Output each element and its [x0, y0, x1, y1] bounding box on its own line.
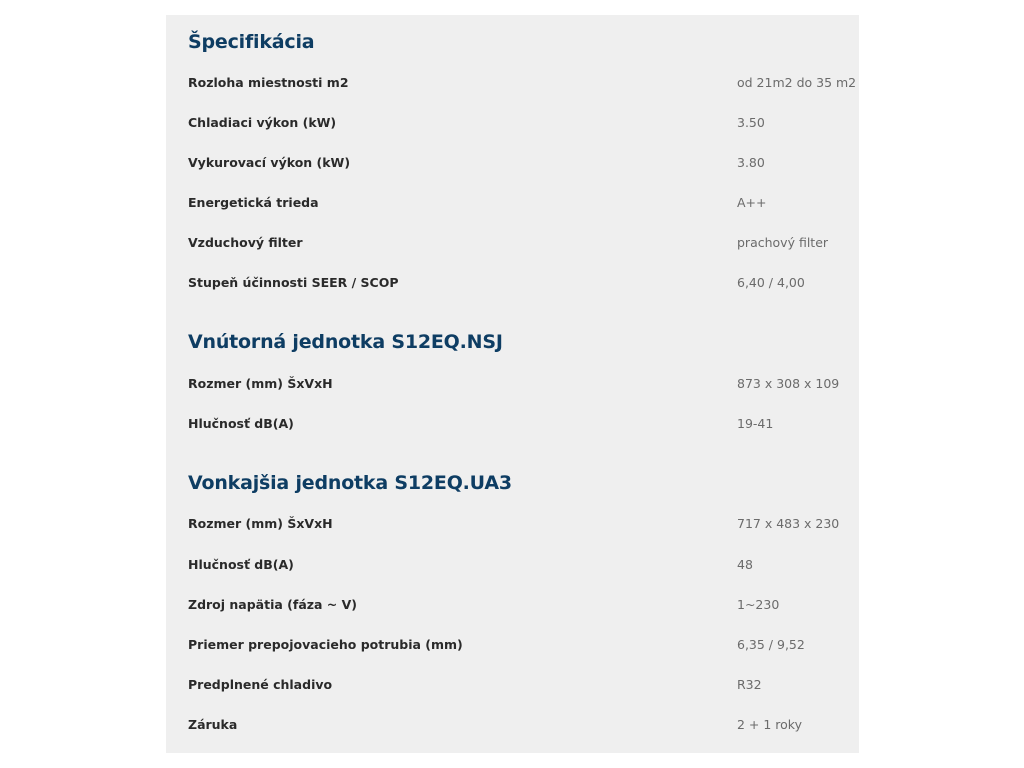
spec-row-indoor-dimensions — [188, 374, 859, 394]
spec-row-indoor-noise — [188, 414, 859, 434]
spec-value: A++ — [737, 195, 767, 210]
spec-value: 3.50 — [737, 115, 765, 130]
spec-row-outdoor-noise — [188, 555, 859, 575]
spec-value: od 21m2 do 35 m2 — [737, 75, 857, 90]
spec-value: 873 x 308 x 109 — [737, 376, 840, 391]
spec-row-air-filter — [188, 233, 859, 253]
spec-row-power-supply — [188, 595, 859, 615]
spec-label: Chladiaci výkon (kW) — [188, 115, 337, 130]
spec-row-energy-class — [188, 193, 859, 213]
spec-row-room-area — [188, 73, 859, 93]
spec-label: Vykurovací výkon (kW) — [188, 155, 351, 170]
spec-value: 6,40 / 4,00 — [737, 275, 805, 290]
spec-label: Hlučnosť dB(A) — [188, 416, 294, 431]
spec-label: Priemer prepojovacieho potrubia (mm) — [188, 637, 463, 652]
spec-label: Záruka — [188, 717, 238, 732]
spec-value: 19-41 — [737, 416, 774, 431]
spec-value: 6,35 / 9,52 — [737, 637, 805, 652]
spec-row-warranty — [188, 715, 859, 735]
spec-label: Rozmer (mm) ŠxVxH — [188, 376, 333, 391]
spec-row-heating-power — [188, 153, 859, 173]
spec-value: 717 x 483 x 230 — [737, 516, 840, 531]
spec-value: 1~230 — [737, 597, 780, 612]
spec-row-pipe-diameter — [188, 635, 859, 655]
spec-row-cooling-power — [188, 113, 859, 133]
spec-label: Rozmer (mm) ŠxVxH — [188, 516, 333, 531]
spec-label: Hlučnosť dB(A) — [188, 557, 294, 572]
spec-label: Stupeň účinnosti SEER / SCOP — [188, 275, 399, 290]
spec-value: 3.80 — [737, 155, 765, 170]
spec-label: Vzduchový filter — [188, 235, 303, 250]
spec-value: R32 — [737, 677, 762, 692]
spec-value: prachový filter — [737, 235, 829, 250]
spec-label: Rozloha miestnosti m2 — [188, 75, 349, 90]
spec-row-outdoor-dimensions — [188, 514, 859, 534]
spec-value: 48 — [737, 557, 753, 572]
spec-row-seer-scop — [188, 273, 859, 293]
section-title-outdoor-unit: Vonkajšia jednotka S12EQ.UA3 — [188, 472, 512, 494]
spec-row-refrigerant — [188, 675, 859, 695]
spec-label: Energetická trieda — [188, 195, 319, 210]
spec-value: 2 + 1 roky — [737, 717, 803, 732]
spec-label: Predplnené chladivo — [188, 677, 333, 692]
section-title-specifications: Špecifikácia — [188, 31, 315, 53]
section-title-indoor-unit: Vnútorná jednotka S12EQ.NSJ — [188, 331, 503, 353]
spec-label: Zdroj napätia (fáza ~ V) — [188, 597, 358, 612]
specifications-panel — [166, 15, 859, 753]
